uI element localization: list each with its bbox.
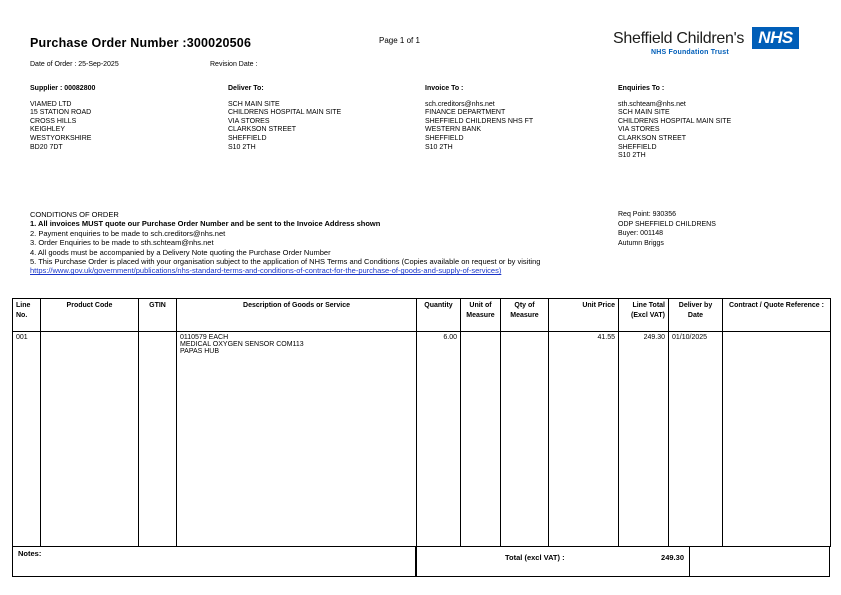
total-value: 249.30 [661, 553, 684, 562]
trust-logo-name: Sheffield Children's [613, 30, 745, 47]
cell-unit-price: 41.55 [549, 332, 619, 547]
deliver-to-line: VIA STORES [228, 117, 270, 125]
enquiries-to-line: SHEFFIELD [618, 143, 657, 151]
col-unit-price: Unit Price [549, 299, 619, 332]
invoice-to-line: SHEFFIELD CHILDRENS NHS FT [425, 117, 534, 125]
cell-line-total: 249.30 [619, 332, 669, 547]
enquiries-to-line: CHILDRENS HOSPITAL MAIN SITE [618, 117, 732, 125]
invoice-to-line: S10 2TH [425, 143, 453, 151]
cell-product-code [41, 332, 139, 547]
col-gtin: GTIN [139, 299, 177, 332]
col-qty-of-measure: Qty of Measure [501, 299, 549, 332]
col-contract-ref: Contract / Quote Reference : [723, 299, 831, 332]
order-lines-table [12, 298, 831, 547]
nhs-logo-badge: NHS [752, 27, 799, 49]
description-line: PAPAS HUB [180, 348, 220, 355]
enquiries-to-line: SCH MAIN SITE [618, 109, 670, 117]
table-row [13, 332, 831, 547]
terms-link[interactable]: https://www.gov.uk/government/publications/nhs-standard-terms-and-conditions-of-contract-for-the-purchase-of-goods-and-supply-of-services) [30, 266, 502, 276]
invoice-to-line: FINANCE DEPARTMENT [425, 109, 506, 117]
po-title: Purchase Order Number :300020506 [30, 36, 252, 50]
deliver-to-block [228, 85, 341, 152]
deliver-to-line: S10 2TH [228, 143, 256, 151]
supplier-line: KEIGHLEY [30, 126, 66, 134]
col-product-code: Product Code [41, 299, 139, 332]
requisition-block [618, 210, 716, 248]
col-quantity: Quantity [417, 299, 461, 332]
notes-box [12, 546, 416, 577]
supplier-line: BD20 7DT [30, 143, 63, 151]
notes-label: Notes: [18, 549, 42, 558]
deliver-to-line: SCH MAIN SITE [228, 100, 280, 108]
cell-unit-of-measure [461, 332, 501, 547]
supplier-block [30, 85, 95, 152]
condition-item: 2. Payment enquiries to be made to sch.creditors@nhs.net [30, 228, 226, 238]
condition-item: 5. This Purchase Order is placed with your organisation subject to the application of NHS Terms and Conditions (Copies available on request or by visiting [30, 257, 541, 267]
col-description: Description of Goods or Service [177, 299, 417, 332]
enquiries-to-line: VIA STORES [618, 126, 660, 134]
enquiries-to-line: S10 2TH [618, 152, 646, 160]
page-indicator: Page 1 of 1 [379, 36, 420, 45]
buyer-id: Buyer: 001148 [618, 230, 664, 238]
total-label: Total (excl VAT) : [505, 553, 565, 562]
condition-item: 4. All goods must be accompanied by a Delivery Note quoting the Purchase Order Number [30, 247, 331, 257]
description-line: MEDICAL OXYGEN SENSOR COM113 [180, 341, 304, 348]
enquiries-to-line: sth.schteam@nhs.net [618, 100, 686, 108]
supplier-line: WESTYORKSHIRE [30, 134, 92, 142]
invoice-to-line: SHEFFIELD [425, 134, 464, 142]
enquiries-to-heading: Enquiries To : [618, 85, 665, 92]
cell-gtin [139, 332, 177, 547]
description-line: 0110579 EACH [180, 334, 229, 341]
deliver-to-line: SHEFFIELD [228, 134, 267, 142]
conditions-heading: CONDITIONS OF ORDER [30, 210, 119, 219]
deliver-to-line: CLARKSON STREET [228, 126, 297, 134]
cell-description [177, 332, 417, 547]
supplier-heading: Supplier : 00082800 [30, 85, 96, 92]
total-spacer-box [689, 546, 830, 577]
supplier-line: CROSS HILLS [30, 117, 77, 125]
revision-date: Revision Date : [210, 61, 258, 68]
conditions-block [30, 210, 540, 276]
col-line-no: Line No. [13, 299, 41, 332]
table-header-row [13, 299, 831, 332]
invoice-to-heading: Invoice To : [425, 85, 464, 92]
trust-logo-subtitle: NHS Foundation Trust [651, 49, 729, 56]
col-deliver-by: Deliver by Date [669, 299, 723, 332]
total-box [416, 546, 690, 577]
supplier-line: 15 STATION ROAD [30, 109, 92, 117]
req-point: Req Point: 930356 [618, 211, 676, 218]
invoice-to-line: WESTERN BANK [425, 126, 482, 134]
col-unit-of-measure: Unit of Measure [461, 299, 501, 332]
deliver-to-line: CHILDRENS HOSPITAL MAIN SITE [228, 109, 342, 117]
cell-qty-of-measure [501, 332, 549, 547]
invoice-to-block [425, 85, 533, 152]
cell-deliver-by: 01/10/2025 [669, 332, 723, 547]
enquiries-to-block [618, 85, 731, 161]
enquiries-to-line: CLARKSON STREET [618, 134, 687, 142]
buyer-name: Autumn Briggs [618, 239, 664, 247]
date-of-order: Date of Order : 25-Sep-2025 [30, 61, 119, 68]
deliver-to-heading: Deliver To: [228, 85, 264, 92]
cell-line-no: 001 [13, 332, 41, 547]
condition-item: 3. Order Enquiries to be made to sth.schteam@nhs.net [30, 238, 214, 248]
cell-quantity: 6.00 [417, 332, 461, 547]
col-line-total: Line Total (Excl VAT) [619, 299, 669, 332]
req-location: ODP SHEFFIELD CHILDRENS [618, 220, 716, 228]
invoice-to-line: sch.creditors@nhs.net [425, 100, 495, 108]
condition-item: 1. All invoices MUST quote our Purchase Order Number and be sent to the Invoice Address shown [30, 219, 381, 229]
supplier-line: VIAMED LTD [30, 100, 72, 108]
cell-contract-ref [723, 332, 831, 547]
